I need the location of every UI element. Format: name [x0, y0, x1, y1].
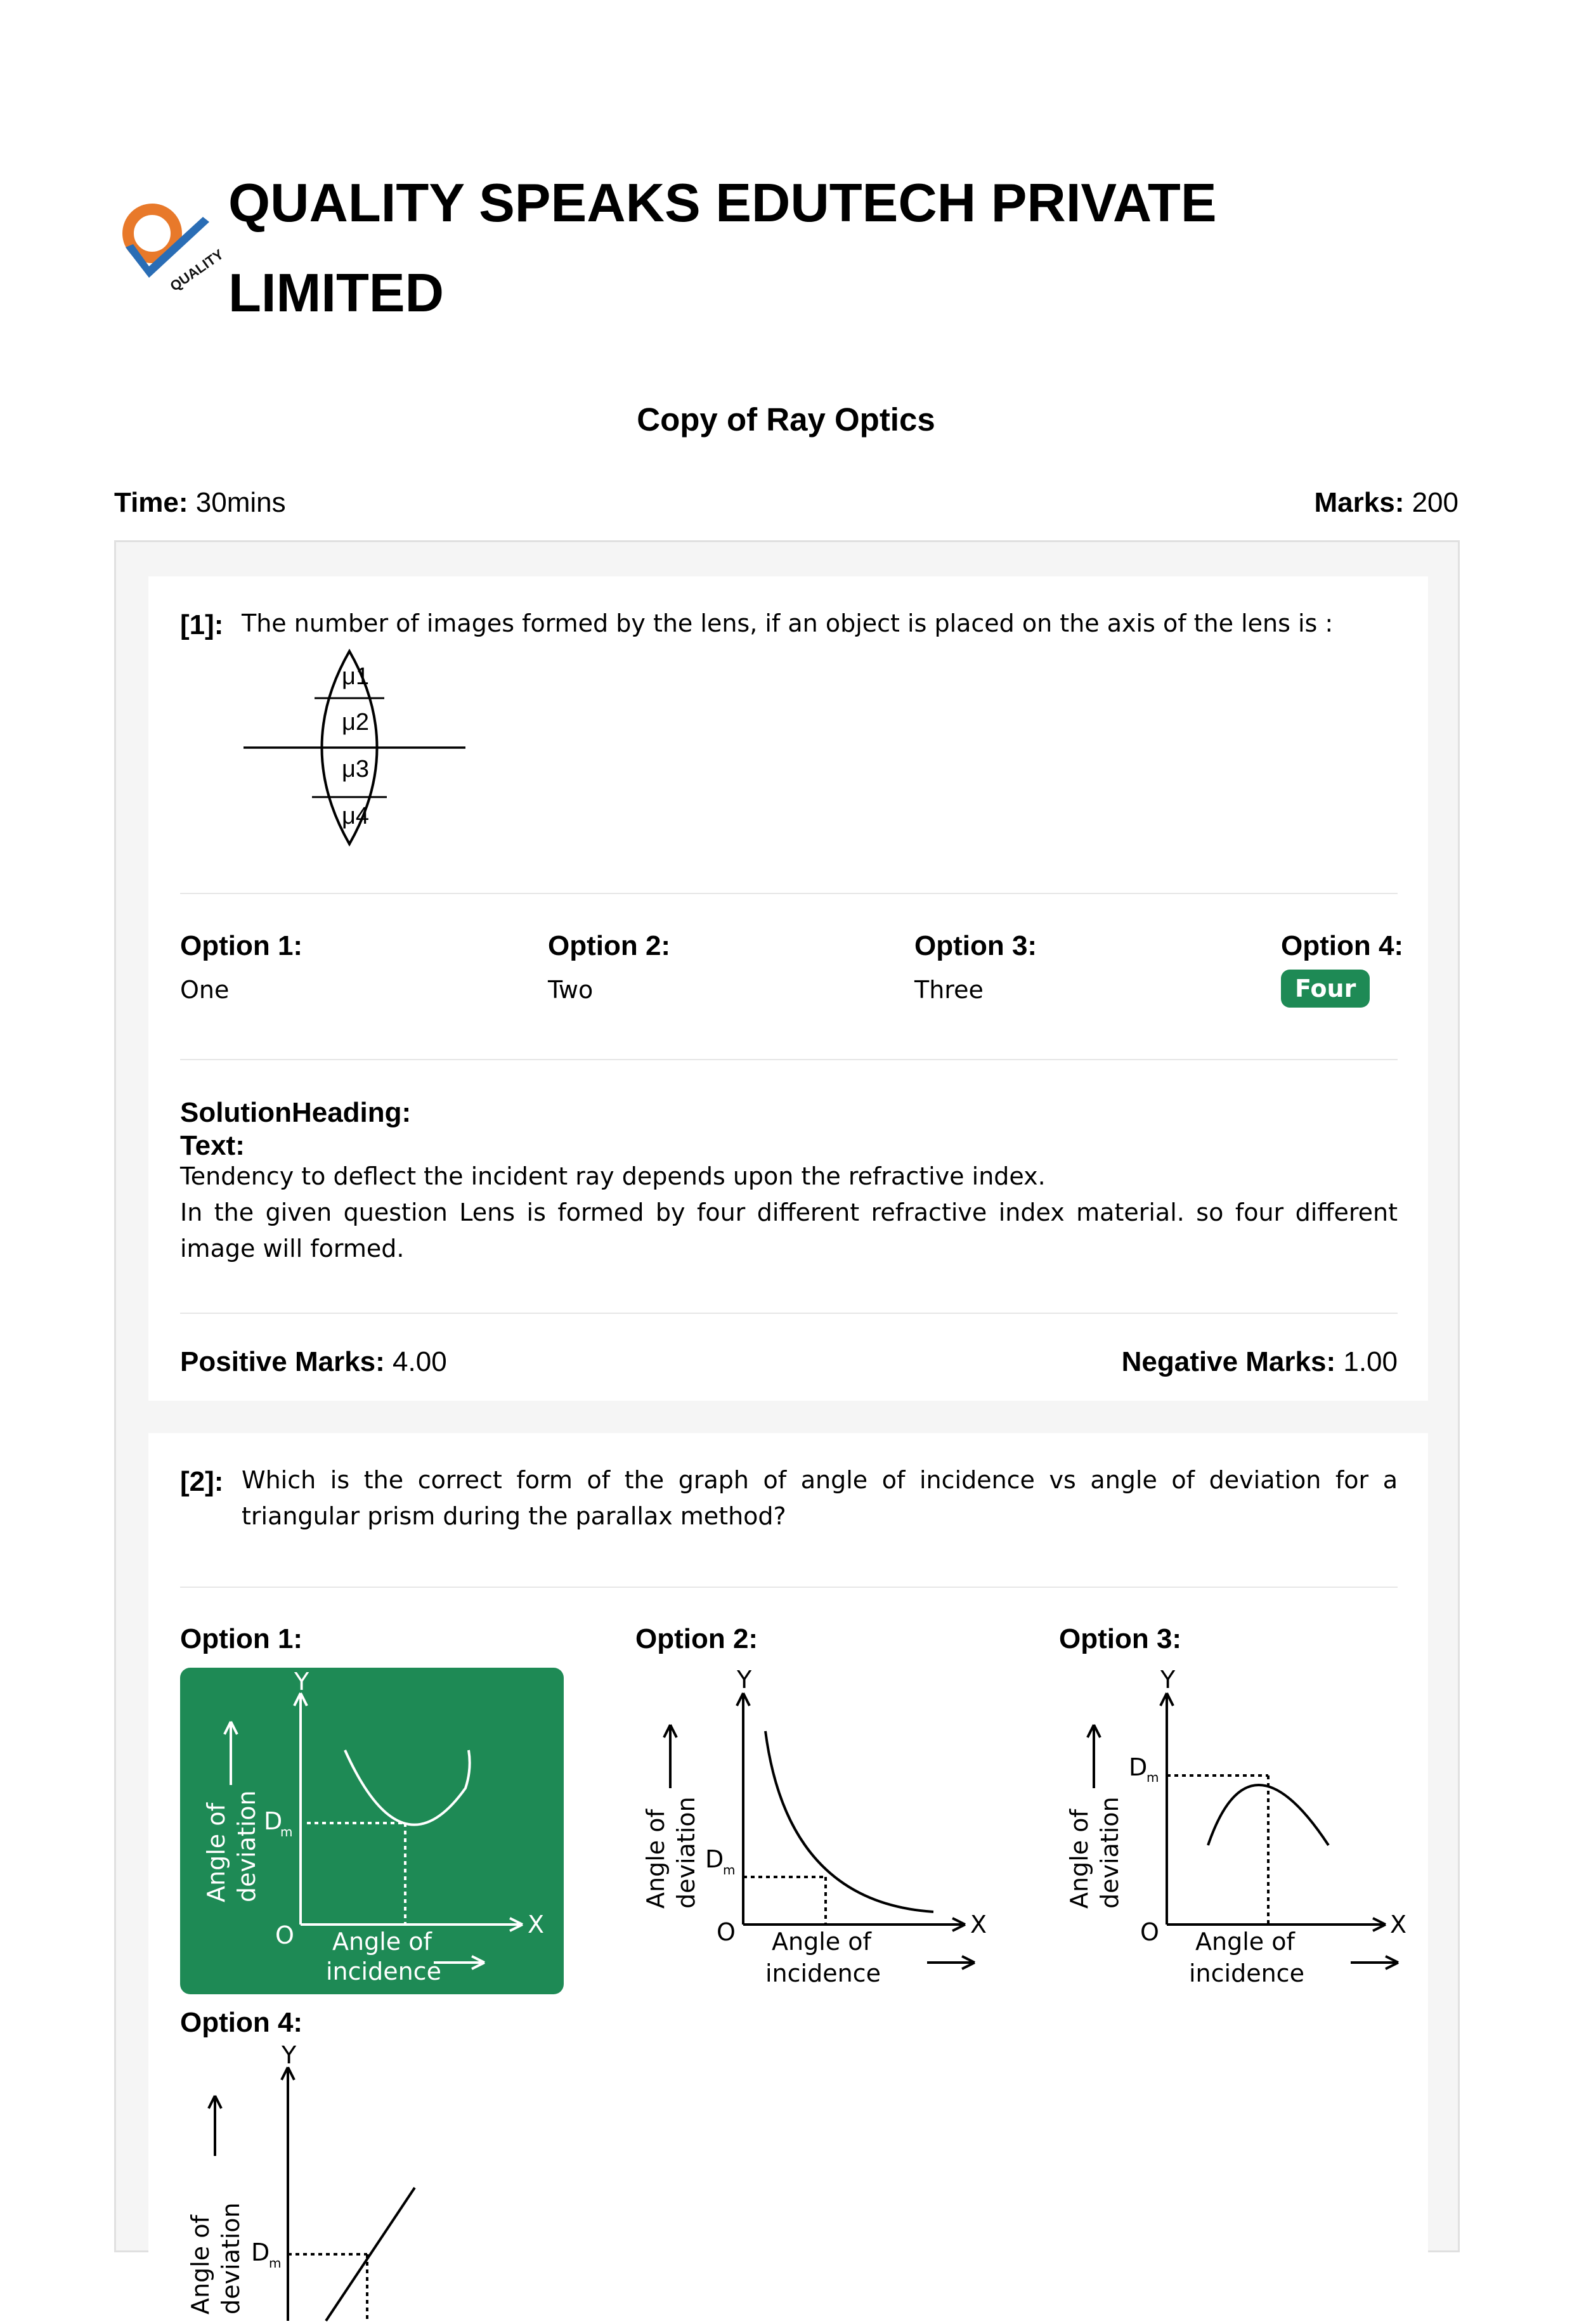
lens-label-mu2: μ2 — [342, 709, 370, 736]
x-title-line1: Angle of — [1195, 1928, 1295, 1956]
y-title-line2: deviation — [672, 1796, 700, 1909]
y-title-line2: deviation — [217, 2202, 245, 2314]
solution-text-label: Text: — [180, 1130, 245, 1161]
question-number: [1]: — [180, 609, 224, 640]
negative-marks-value: 1.00 — [1343, 1346, 1398, 1377]
option-3-graph — [1059, 1661, 1414, 1991]
company-name — [228, 159, 1433, 339]
questions-container — [114, 540, 1460, 2314]
solution-heading: SolutionHeading: — [180, 1097, 412, 1128]
graph-linear — [148, 2041, 503, 2321]
time-value: 30mins — [195, 487, 286, 518]
graph-u-curve — [180, 1668, 564, 1994]
header — [114, 159, 1471, 323]
graph-decreasing-curve — [635, 1661, 1016, 1991]
dm-subscript: m — [1147, 1770, 1159, 1785]
dm-subscript: m — [723, 1862, 736, 1878]
company-name-line1: QUALITY SPEAKS EDUTECH PRIVATE — [228, 173, 1217, 233]
question-card-1 — [148, 576, 1428, 1401]
question-text: Which is the correct form of the graph of angle of incidence vs angle of deviation for a triangular prism during the parallax method? — [242, 1466, 1398, 1530]
x-axis-label: X — [1390, 1911, 1407, 1938]
x-title-line2: incidence — [326, 1957, 441, 1985]
x-title-line2: incidence — [765, 1959, 881, 1987]
x-axis-label: X — [528, 1911, 545, 1938]
positive-marks — [180, 1346, 447, 1378]
option-1-value: One — [180, 976, 230, 1004]
option-4-graph — [148, 2041, 503, 2321]
lens-label-mu3: μ3 — [342, 756, 370, 782]
page-title: Copy of Ray Optics — [637, 401, 935, 438]
time-info — [114, 487, 286, 519]
company-logo — [114, 197, 226, 298]
y-title-line1: Angle of — [642, 1809, 670, 1909]
option-3-value: Three — [914, 976, 984, 1004]
origin-label: O — [1140, 1918, 1159, 1946]
marks-info — [1315, 487, 1459, 519]
lens-diagram — [244, 646, 472, 849]
dm-subscript: m — [269, 2256, 282, 2271]
x-title-line1: Angle of — [332, 1928, 432, 1956]
origin-label: O — [275, 1921, 294, 1949]
divider — [180, 1059, 1398, 1060]
y-title-line2: deviation — [1096, 1796, 1124, 1909]
negative-marks-label: Negative Marks: — [1121, 1346, 1336, 1377]
divider — [180, 1313, 1398, 1314]
marks-row — [180, 1346, 1398, 1378]
x-axis-label: X — [970, 1911, 987, 1938]
y-axis-label: Y — [737, 1666, 752, 1694]
origin-label: O — [717, 1918, 736, 1946]
y-title-line2: deviation — [233, 1790, 261, 1902]
divider — [180, 1587, 1398, 1588]
y-axis-label: Y — [282, 2041, 297, 2069]
meta-row — [114, 487, 1458, 519]
question-number: [2]: — [180, 1466, 224, 1497]
y-title-line1: Angle of — [186, 2215, 214, 2314]
question-text: The number of images formed by the lens, if an object is placed on the axis of the lens is : — [242, 609, 1334, 637]
divider — [180, 893, 1398, 894]
option-3-label: Option 3: — [1059, 1623, 1182, 1654]
dm-label: D — [251, 2238, 270, 2266]
y-axis-label: Y — [1160, 1666, 1176, 1694]
marks-label: Marks: — [1314, 487, 1405, 518]
negative-marks — [1122, 1346, 1398, 1378]
option-1-graph-correct — [180, 1668, 564, 1994]
dm-label: D — [1129, 1753, 1148, 1781]
option-2-graph — [635, 1661, 1016, 1991]
option-2-label: Option 2: — [635, 1623, 758, 1654]
graph-inverted-curve — [1059, 1661, 1414, 1991]
correct-answer-badge: Four — [1281, 970, 1370, 1008]
positive-marks-label: Positive Marks: — [180, 1346, 385, 1377]
question-card-2 — [148, 1433, 1428, 2321]
option-4-label: Option 4: — [180, 2007, 303, 2038]
y-axis-label: Y — [294, 1668, 309, 1696]
option-2-label: Option 2: — [548, 930, 671, 961]
positive-marks-value: 4.00 — [393, 1346, 447, 1377]
marks-value: 200 — [1412, 487, 1458, 518]
dm-label: D — [705, 1845, 724, 1873]
lens-label-mu1: μ1 — [342, 663, 370, 690]
lens-label-mu4: μ4 — [342, 803, 370, 829]
time-label: Time: — [114, 487, 188, 518]
dm-subscript: m — [280, 1824, 293, 1840]
company-name-line2: LIMITED — [228, 263, 444, 323]
option-3-label: Option 3: — [914, 930, 1037, 961]
option-4-label: Option 4: — [1281, 930, 1404, 961]
dm-label: D — [264, 1807, 283, 1835]
y-title-line1: Angle of — [202, 1803, 230, 1902]
solution-line-1: Tendency to deflect the incident ray depends upon the refractive index. — [180, 1162, 1046, 1190]
option-1-label: Option 1: — [180, 1623, 303, 1654]
svg-text:QUALITY: QUALITY — [167, 246, 226, 295]
solution-line-2: In the given question Lens is formed by four different refractive index material. so four different image will formed. — [180, 1198, 1398, 1263]
x-title-line2: incidence — [1189, 1959, 1304, 1987]
option-1-label: Option 1: — [180, 930, 303, 961]
option-2-value: Two — [548, 976, 594, 1004]
x-title-line1: Angle of — [772, 1928, 871, 1956]
y-title-line1: Angle of — [1065, 1809, 1093, 1909]
